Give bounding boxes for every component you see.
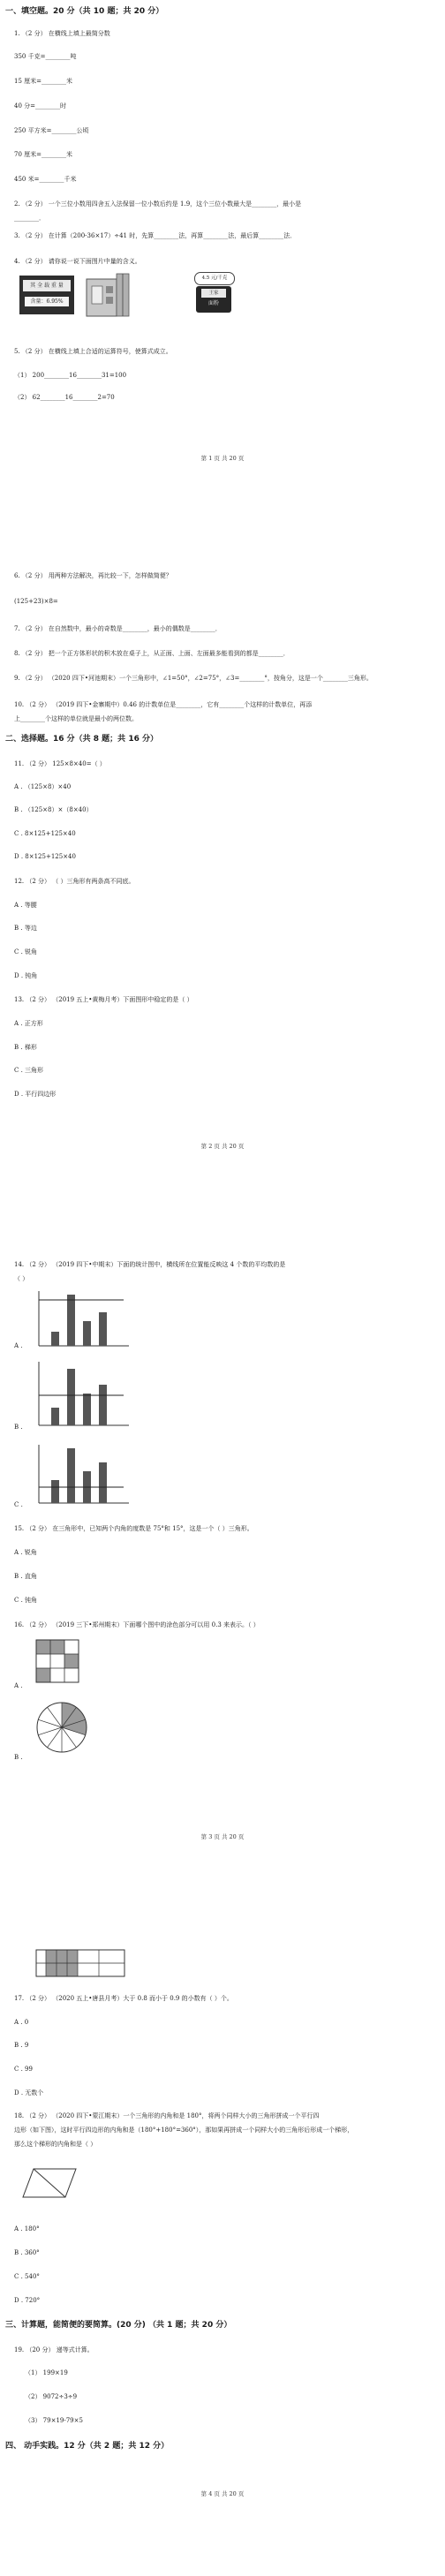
option-a: A . 正方形 bbox=[14, 1020, 43, 1027]
question-11-stem: 11. （2 分） 125×8×40=（ ） bbox=[14, 760, 106, 767]
question-5-line: （2） 62________16________2=70 bbox=[14, 394, 115, 401]
bar-figure-c bbox=[35, 1445, 132, 1507]
strip-figure-c bbox=[35, 1949, 127, 1979]
grid-figure-a bbox=[35, 1639, 81, 1685]
option-c: C . 三角形 bbox=[14, 1067, 44, 1074]
page-footer: 第 3 页 共 20 页 bbox=[200, 1833, 245, 1840]
question-18-line1: 18. （2 分） （2020 四下•蒙江期末）一个三角形的内角和是 180°，将两个同样大小的三角形拼成一个平行四 bbox=[14, 2112, 320, 2119]
question-1-line: 450 米=________千米 bbox=[14, 176, 77, 183]
question-7: 7. （2 分） 在自然数中，最小的奇数是________，最小的偶数是________． bbox=[14, 625, 222, 632]
bar-figure-a bbox=[35, 1291, 132, 1349]
question-10-line1: 10. （2 分） （2019 四下•金寨期中）0.46 的计数单位是________，它有________个这样的计数单位，再添 bbox=[14, 701, 313, 708]
question-3: 3. （2 分） 在计算（200-36×17）÷41 时，先算________法，再算________法，最后算________法． bbox=[14, 232, 297, 239]
option-c: C . 钝角 bbox=[14, 1597, 38, 1604]
question-13-stem: 13. （2 分） （2019 五上•黄梅月考）下面图形中稳定的是（ ） bbox=[14, 996, 193, 1003]
page-footer: 第 4 页 共 20 页 bbox=[200, 2490, 245, 2497]
question-19-stem: 19. （20 分） 递等式计算。 bbox=[14, 2346, 94, 2353]
option-b: B . 9 bbox=[14, 2042, 29, 2049]
option-b: B . （125×8）×（8×40） bbox=[14, 806, 93, 813]
question-15-stem: 15. （2 分） 在三角形中，已知两个内角的度数是 75°和 15°，这是一个（ ）三角形。 bbox=[14, 1525, 253, 1532]
section-title-calculation: 三、计算题，能简便的要简算。(20 分) （共 1 题；共 20 分） bbox=[5, 2321, 232, 2330]
option-c: C . 锐角 bbox=[14, 948, 38, 956]
flour-bag-picture bbox=[187, 272, 240, 313]
calc-item: （2） 9072÷3÷9 bbox=[25, 2393, 78, 2400]
page-footer: 第 1 页 共 20 页 bbox=[200, 455, 245, 462]
question-16-stem: 16. （2 分） （2019 三下•郑州期末）下面哪个图中的涂色部分可以用 0.3 来表示。（ ） bbox=[14, 1621, 260, 1628]
question-9: 9. （2 分） （2020 四下•河池期末）一个三角形中，∠1=50°，∠2=75°，∠3=________°，按角分，这是一个________三角形。 bbox=[14, 675, 373, 682]
section-title-fill-in: 一、填空题。20 分（共 10 题；共 20 分） bbox=[5, 7, 164, 16]
option-c: C . 540° bbox=[14, 2273, 40, 2280]
question-8: 8. （2 分） 把一个正方体形状的积木放在桌子上，从正面、上面、左面最多能看到的都是________． bbox=[14, 650, 290, 657]
question-17-stem: 17. （2 分） （2020 五上•唐县月考）大于 0.8 而小于 0.9 的小数有（ ）个。 bbox=[14, 1995, 233, 2002]
option-d: D . 8×125+125×40 bbox=[14, 853, 76, 860]
bar-figure-b bbox=[35, 1362, 132, 1429]
option-d: D . 无数个 bbox=[14, 2089, 44, 2096]
calc-item: （3） 79×19-79×5 bbox=[25, 2417, 83, 2424]
option-d: D . 720° bbox=[14, 2297, 41, 2304]
bucket-label-picture bbox=[19, 276, 74, 314]
option-d: D . 钝角 bbox=[14, 972, 38, 979]
question-5-stem: 5. （2 分） 在横线上填上合适的运算符号，使算式成立。 bbox=[14, 348, 172, 355]
option-a: A . 0 bbox=[14, 2019, 29, 2026]
question-12-stem: 12. （2 分） （ ）三角形有两条高不同底。 bbox=[14, 878, 135, 885]
label-text: 含量：6.95% bbox=[25, 297, 69, 306]
section-title-choice: 二、选择题。16 分（共 8 题；共 16 分） bbox=[5, 735, 158, 744]
figure-label: B . bbox=[14, 1424, 23, 1431]
option-b: B . 等边 bbox=[14, 925, 37, 932]
option-d: D . 平行四边形 bbox=[14, 1091, 57, 1098]
option-a: A . （125×8）×40 bbox=[14, 783, 72, 790]
question-1-line: 15 厘米=________米 bbox=[14, 78, 72, 85]
option-b: B . 直角 bbox=[14, 1573, 37, 1580]
figure-label: A . bbox=[14, 1682, 23, 1689]
option-c: C . 8×125+125×40 bbox=[14, 830, 76, 837]
question-1-stem: 1. （2 分） 在横线上填上最简分数 bbox=[14, 30, 110, 37]
question-14-line2: （ ） bbox=[14, 1275, 29, 1282]
question-1-line: 350 千克=________吨 bbox=[14, 53, 77, 60]
question-6-stem: 6. （2 分） 用两种方法解决，再比较一下，怎样做简便？ bbox=[14, 572, 172, 579]
label-text: 其 全 载 重 量 bbox=[23, 280, 71, 291]
question-2-line2: ________． bbox=[14, 215, 45, 222]
question-14-line1: 14. （2 分） （2019 四下•中期末）下面的统计图中，横线所在位置能反映这 4 个数的平均数的是 bbox=[14, 1261, 286, 1268]
question-10-line2: 上________个这样的单位就是最小的两位数。 bbox=[14, 715, 138, 722]
price-tag: 4.5 元/千克 bbox=[194, 272, 235, 285]
question-5-line: （1） 200________16________31=100 bbox=[14, 372, 127, 379]
option-b: B . 梯形 bbox=[14, 1044, 37, 1051]
circle-figure-b bbox=[35, 1701, 88, 1754]
parallelogram-figure bbox=[23, 2167, 78, 2199]
question-2-line1: 2. （2 分） 一个三位小数用四舍五入法保留一位小数后约是 1.9，这个三位小数最大是________，最小是 bbox=[14, 200, 302, 208]
question-1-line: 250 平方米=________公顷 bbox=[14, 127, 89, 134]
building-elevator-picture bbox=[85, 272, 131, 316]
flour-bag bbox=[196, 286, 231, 313]
product-label: 面粉 bbox=[207, 300, 219, 306]
option-b: B . 360° bbox=[14, 2249, 40, 2256]
question-18-line3: 那么这个梯形的内角和是（ ） bbox=[14, 2141, 97, 2148]
question-1-line: 70 厘米=________米 bbox=[14, 151, 72, 158]
figure-label: C . bbox=[14, 1501, 23, 1508]
brand-label: 王家 bbox=[201, 289, 226, 298]
calc-item: （1） 199×19 bbox=[25, 2369, 68, 2376]
section-title-hands-on: 四、 动手实践。12 分（共 2 题；共 12 分） bbox=[5, 2442, 170, 2451]
question-4-stem: 4. （2 分） 请你说一说下面图片中量的含义。 bbox=[14, 258, 141, 265]
question-1-line: 40 分=________时 bbox=[14, 102, 66, 110]
option-c: C . 99 bbox=[14, 2066, 33, 2073]
option-a: A . 等腰 bbox=[14, 902, 37, 909]
option-a: A . 锐角 bbox=[14, 1549, 37, 1556]
page-footer: 第 2 页 共 20 页 bbox=[200, 1143, 245, 1150]
figure-label: B . bbox=[14, 1754, 23, 1761]
figure-label: A . bbox=[14, 1342, 23, 1349]
question-18-line2: 边形（如下图），这时平行四边形的内角和是（180°+180°=360°），那如果再拼成一个同样大小的三角形后形成一个梯形， bbox=[14, 2127, 354, 2134]
question-6-expr: (125+23)×8= bbox=[14, 598, 58, 605]
option-a: A . 180° bbox=[14, 2225, 40, 2232]
